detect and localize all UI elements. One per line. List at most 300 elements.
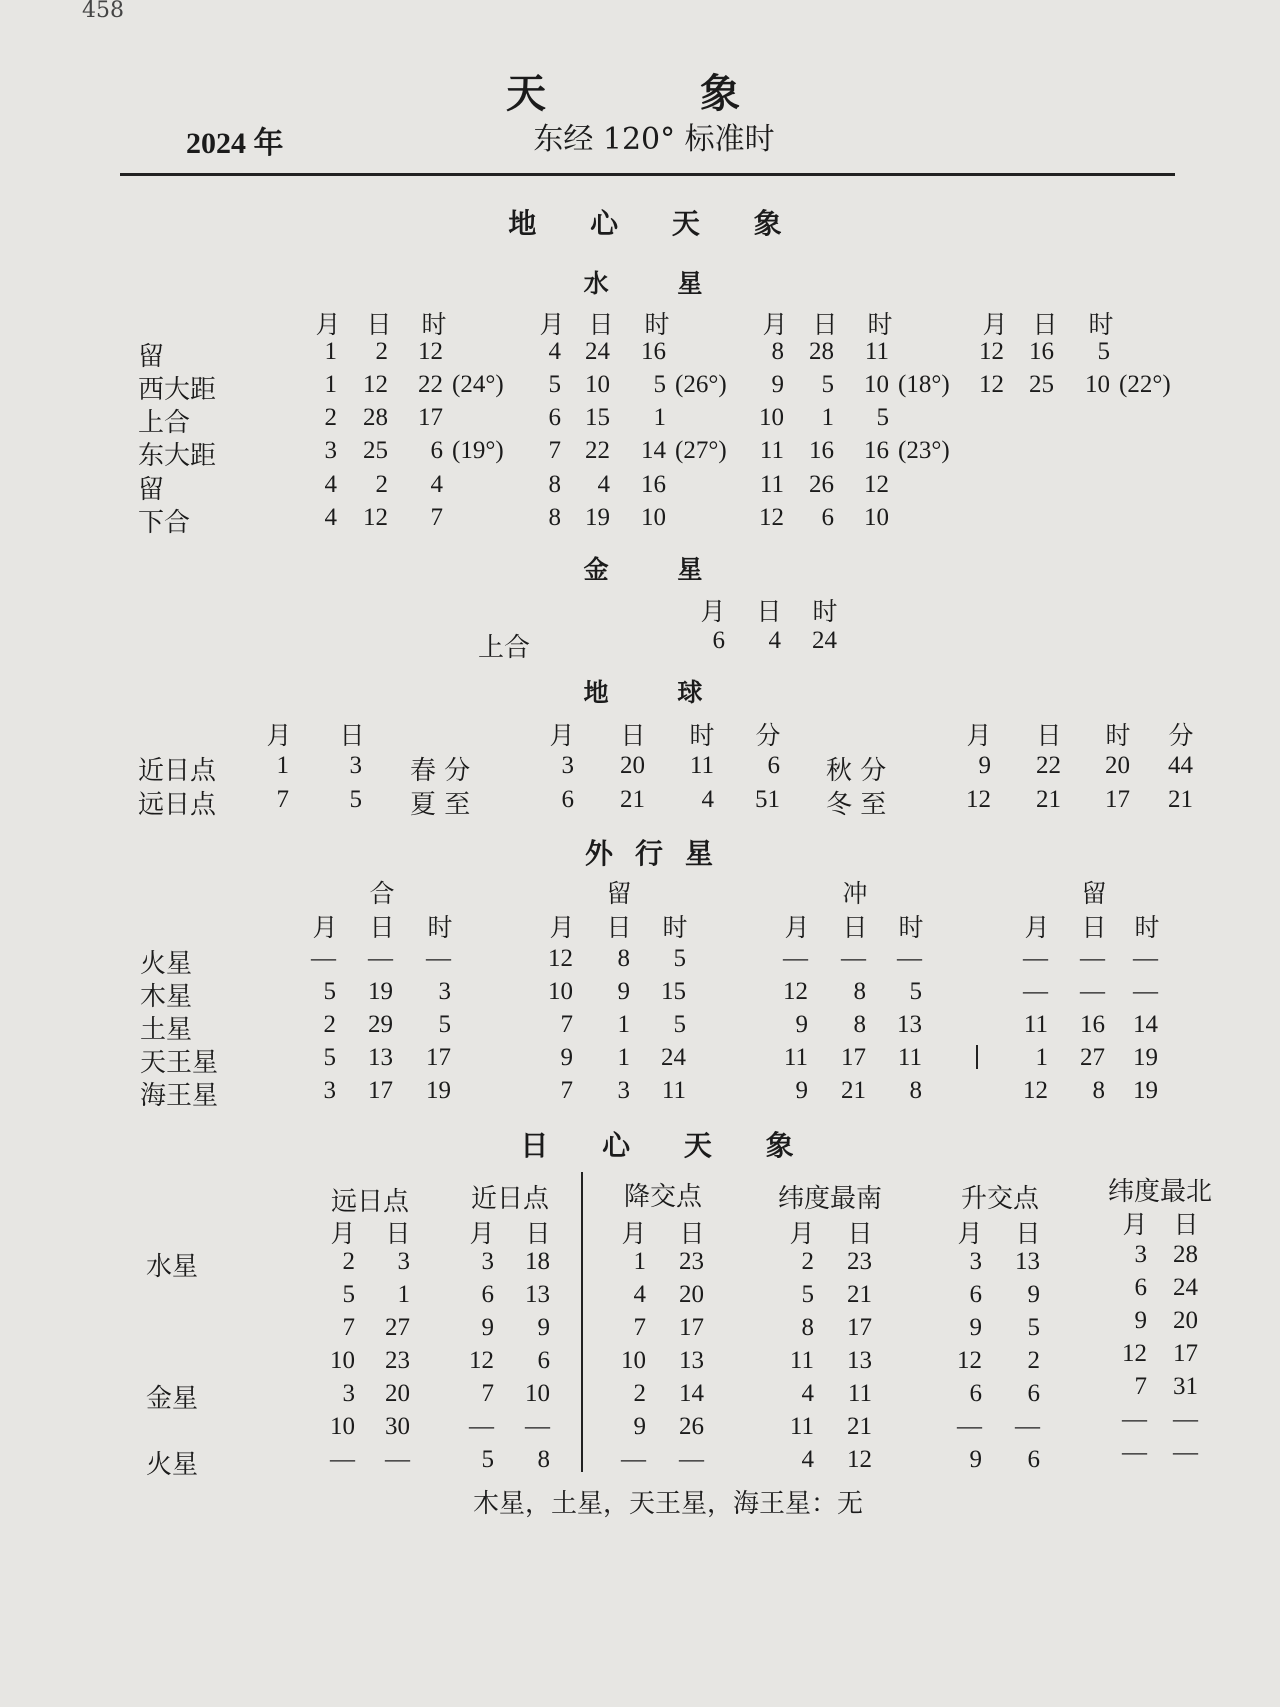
outer-value: — [1133,945,1158,972]
outer-row-label: 火星 [140,949,193,979]
helio-value: 1 [633,1248,646,1275]
earth-value: 4 [701,786,714,813]
mercury-value: 28 [363,404,388,431]
helio-value: 30 [385,1413,410,1440]
outer-value: 27 [1080,1044,1105,1071]
helio-value: 6 [481,1281,494,1308]
helio-value: 18 [525,1248,550,1275]
outer-value: 9 [795,1077,808,1104]
subsection-title-outer: 外行星 [584,837,736,870]
mercury-value: 4 [597,471,610,498]
outer-value: 8 [1092,1077,1105,1104]
outer-value: 19 [368,978,393,1005]
mercury-value: 2 [375,471,388,498]
earth-value: 20 [1105,752,1130,779]
mercury-value: 28 [809,338,834,365]
helio-col-title: 近日点 [470,1184,550,1214]
page-number: 458 [82,0,124,23]
helio-value: 17 [679,1314,704,1341]
helio-col-header: 日 [385,1219,411,1248]
earth-value: 21 [1168,786,1193,813]
mercury-elongation: (23°) [898,437,950,464]
mercury-value: 8 [548,471,561,498]
helio-value: 7 [342,1314,355,1341]
section-heading-heliocentric: 日 心 天 象 [520,1129,816,1162]
mercury-value: 11 [759,437,784,464]
helio-value: 9 [633,1413,646,1440]
mercury-row-label: 西大距 [138,375,217,405]
mercury-row-label: 下合 [138,508,191,538]
mercury-elongation: (26°) [675,371,727,398]
earth-col-header: 时 [1105,721,1131,750]
helio-value: 21 [847,1413,872,1440]
helio-col-header: 日 [847,1219,873,1248]
mercury-value: 16 [809,437,834,464]
helio-col-header: 月 [1122,1210,1148,1239]
helio-col-title: 纬度最北 [1107,1177,1213,1207]
year-label: 2024 年 [186,127,284,160]
mercury-row-label: 东大距 [138,441,217,471]
mercury-value: 10 [864,504,889,531]
mercury-value: 3 [324,437,337,464]
mercury-col-header: 日 [1032,310,1058,339]
earth-value: 22 [1036,752,1061,779]
outer-value: 9 [560,1044,573,1071]
helio-value: 24 [1173,1274,1198,1301]
earth-col-header: 月 [266,721,292,750]
outer-value: 11 [783,1044,808,1071]
helio-value: 8 [801,1314,814,1341]
mercury-value: 16 [641,471,666,498]
helio-value: 12 [469,1347,494,1374]
outer-value: 5 [323,1044,336,1071]
mercury-value: 11 [864,338,889,365]
helio-value: 10 [621,1347,646,1374]
mercury-value: 4 [324,504,337,531]
helio-value: 9 [481,1314,494,1341]
helio-value: 3 [969,1248,982,1275]
outer-col-header: 时 [662,913,688,942]
mercury-col-header: 月 [982,310,1008,339]
mercury-row-label: 留 [138,475,165,505]
helio-value: 6 [1027,1380,1040,1407]
earth-row-label: 远日点 [138,790,217,820]
helio-value: — [679,1446,704,1473]
helio-value: 12 [1122,1340,1147,1367]
mercury-elongation: (19°) [452,437,504,464]
helio-value: 20 [385,1380,410,1407]
helio-value: 20 [1173,1307,1198,1334]
mercury-value: 16 [864,437,889,464]
mercury-value: 10 [1085,371,1110,398]
outer-value: 13 [368,1044,393,1071]
outer-value: 16 [1080,1011,1105,1038]
helio-value: 4 [801,1380,814,1407]
mercury-value: 12 [979,338,1004,365]
outer-value: 19 [1133,1044,1158,1071]
helio-col-header: 月 [621,1219,647,1248]
earth-event-label: 夏 至 [410,790,471,820]
helio-value: — [621,1446,646,1473]
outer-value: — [426,945,451,972]
helio-col-header: 月 [330,1219,356,1248]
outer-value: 29 [368,1011,393,1038]
helio-value: 2 [342,1248,355,1275]
helio-value: 11 [789,1413,814,1440]
outer-col-header: 日 [369,913,395,942]
earth-value: 3 [349,752,362,779]
outer-value: 15 [661,978,686,1005]
outer-value: 19 [1133,1077,1158,1104]
outer-row-label: 木星 [140,982,193,1012]
helio-col-header: 日 [679,1219,705,1248]
earth-value: 20 [620,752,645,779]
outer-group-title: 合 [369,879,395,908]
earth-event-label: 秋 分 [826,756,887,786]
earth-col-header: 分 [755,721,781,750]
helio-value: 23 [679,1248,704,1275]
mercury-value: 10 [641,504,666,531]
mercury-value: 2 [375,338,388,365]
helio-value: 12 [957,1347,982,1374]
helio-value: 9 [969,1446,982,1473]
mercury-value: 4 [324,471,337,498]
outer-value: 8 [909,1077,922,1104]
helio-value: 3 [481,1248,494,1275]
outer-value: — [311,945,336,972]
outer-group-title: 冲 [842,879,868,908]
mercury-value: 5 [653,371,666,398]
outer-value: 12 [783,978,808,1005]
mercury-value: 5 [876,404,889,431]
helio-value: 5 [801,1281,814,1308]
helio-row-label: 水星 [146,1252,199,1282]
earth-col-header: 月 [549,721,575,750]
outer-col-header: 时 [1134,913,1160,942]
outer-value: 3 [323,1077,336,1104]
mercury-value: 24 [585,338,610,365]
mercury-value: 5 [548,371,561,398]
mercury-col-header: 日 [812,310,838,339]
helio-value: 17 [1173,1340,1198,1367]
helio-col-header: 月 [469,1219,495,1248]
outer-row-label: 土星 [140,1015,193,1045]
outer-value: 5 [909,978,922,1005]
earth-value: 3 [561,752,574,779]
mercury-value: 9 [771,371,784,398]
mercury-value: 25 [363,437,388,464]
mercury-col-header: 月 [539,310,565,339]
mercury-value: 14 [641,437,666,464]
outer-value: — [1080,945,1105,972]
mercury-value: 6 [430,437,443,464]
header-rule [120,173,1175,176]
helio-value: 2 [1027,1347,1040,1374]
helio-value: 27 [385,1314,410,1341]
mercury-value: 4 [430,471,443,498]
outer-value: 5 [673,1011,686,1038]
earth-value: 17 [1105,786,1130,813]
outer-col-header: 月 [549,913,575,942]
outer-value: — [897,945,922,972]
outer-value: 7 [560,1011,573,1038]
mercury-value: 16 [1029,338,1054,365]
mercury-value: 7 [430,504,443,531]
mercury-value: 17 [418,404,443,431]
outer-value: 21 [841,1077,866,1104]
outer-value: 9 [617,978,630,1005]
outer-col-header: 时 [898,913,924,942]
helio-value: 9 [1134,1307,1147,1334]
mercury-value: 2 [324,404,337,431]
helio-value: 6 [969,1380,982,1407]
outer-value: — [1080,978,1105,1005]
mercury-col-header: 时 [867,310,893,339]
outer-col-header: 日 [1081,913,1107,942]
venus-col-header: 日 [756,597,782,626]
helio-value: 6 [1027,1446,1040,1473]
mercury-value: 15 [585,404,610,431]
earth-value: 7 [276,786,289,813]
helio-value: 5 [342,1281,355,1308]
venus-col-header: 时 [812,597,838,626]
helio-value: — [1122,1406,1147,1433]
outer-value: 7 [560,1077,573,1104]
outer-value: 5 [438,1011,451,1038]
outer-value: 3 [438,978,451,1005]
helio-value: 9 [1027,1281,1040,1308]
helio-value: 1 [397,1281,410,1308]
earth-col-header: 日 [1036,721,1062,750]
mercury-value: 1 [653,404,666,431]
mercury-value: 26 [809,471,834,498]
outer-value: 17 [426,1044,451,1071]
helio-value: 20 [679,1281,704,1308]
outer-group-title: 留 [1081,879,1107,908]
helio-value: 7 [1134,1373,1147,1400]
helio-footnote: 木星，土星，天王星，海王星：无 [472,1489,864,1519]
helio-value: — [1122,1439,1147,1466]
earth-value: 11 [689,752,714,779]
helio-value: 6 [537,1347,550,1374]
helio-value: 28 [1173,1241,1198,1268]
helio-value: 13 [1015,1248,1040,1275]
mercury-value: 12 [864,471,889,498]
outer-value: 17 [368,1077,393,1104]
outer-value: 11 [661,1077,686,1104]
outer-col-header: 月 [312,913,338,942]
mercury-value: 6 [821,504,834,531]
helio-value: 11 [847,1380,872,1407]
helio-value: 12 [847,1446,872,1473]
outer-value: 1 [617,1011,630,1038]
mercury-value: 19 [585,504,610,531]
outer-value: — [841,945,866,972]
outer-row-label: 天王星 [140,1048,219,1078]
helio-value: 3 [397,1248,410,1275]
mercury-value: 1 [324,371,337,398]
outer-value: 12 [548,945,573,972]
section-heading-geocentric: 地 心 天 象 [508,207,804,240]
outer-col-header: 月 [1024,913,1050,942]
subsection-title-mercury: 水 星 [583,269,733,298]
outer-value: 3 [617,1077,630,1104]
earth-col-header: 日 [620,721,646,750]
mercury-value: 8 [771,338,784,365]
mercury-col-header: 时 [644,310,670,339]
helio-col-header: 日 [1015,1219,1041,1248]
earth-row-label: 近日点 [138,756,217,786]
mercury-value: 1 [821,404,834,431]
earth-value: 44 [1168,752,1193,779]
helio-col-header: 日 [1173,1210,1199,1239]
earth-value: 6 [561,786,574,813]
mercury-elongation: (22°) [1119,371,1171,398]
mercury-col-header: 日 [366,310,392,339]
helio-value: 13 [525,1281,550,1308]
page-title: 天 象 [506,70,810,117]
venus-col-header: 月 [700,597,726,626]
helio-col-header: 日 [525,1219,551,1248]
mercury-value: 12 [363,504,388,531]
earth-value: 12 [966,786,991,813]
mercury-value: 12 [418,338,443,365]
helio-value: 14 [679,1380,704,1407]
earth-value: 9 [978,752,991,779]
earth-value: 21 [1036,786,1061,813]
helio-value: 3 [1134,1241,1147,1268]
mercury-value: 10 [864,371,889,398]
outer-value: 8 [853,1011,866,1038]
outer-row-label: 海王星 [140,1081,219,1111]
venus-value: 6 [712,627,725,654]
helio-value: 13 [679,1347,704,1374]
outer-col-header: 日 [842,913,868,942]
helio-value: 8 [537,1446,550,1473]
helio-row-label: 金星 [146,1384,199,1414]
earth-value: 1 [276,752,289,779]
helio-value: 13 [847,1347,872,1374]
helio-value: — [957,1413,982,1440]
time-standard: 东经 120° 标准时 [533,122,775,157]
helio-value: 6 [969,1281,982,1308]
outer-value: — [368,945,393,972]
outer-col-header: 日 [606,913,632,942]
mercury-col-header: 日 [588,310,614,339]
helio-value: — [525,1413,550,1440]
helio-value: 7 [481,1380,494,1407]
outer-value: — [783,945,808,972]
mercury-col-header: 时 [421,310,447,339]
helio-value: 23 [847,1248,872,1275]
helio-value: 10 [330,1413,355,1440]
outer-value: 5 [323,978,336,1005]
mercury-value: 1 [324,338,337,365]
earth-col-header: 月 [966,721,992,750]
mercury-value: 22 [418,371,443,398]
helio-value: 7 [633,1314,646,1341]
mercury-value: 22 [585,437,610,464]
mercury-col-header: 时 [1088,310,1114,339]
mercury-value: 10 [585,371,610,398]
helio-value: 9 [969,1314,982,1341]
helio-value: 2 [801,1248,814,1275]
mercury-value: 5 [1097,338,1110,365]
outer-value: 17 [841,1044,866,1071]
outer-value: 8 [853,978,866,1005]
earth-event-label: 冬 至 [826,790,887,820]
venus-value: 24 [812,627,837,654]
outer-value: 2 [323,1011,336,1038]
mercury-value: 12 [979,371,1004,398]
earth-event-label: 春 分 [410,756,471,786]
helio-value: 9 [537,1314,550,1341]
column-rule [976,1045,978,1069]
outer-value: 8 [617,945,630,972]
helio-value: 6 [1134,1274,1147,1301]
earth-value: 21 [620,786,645,813]
mercury-value: 10 [759,404,784,431]
helio-value: 23 [385,1347,410,1374]
helio-col-title: 纬度最南 [777,1184,883,1214]
subsection-title-earth: 地 球 [583,678,733,707]
helio-value: — [1173,1439,1198,1466]
helio-value: 4 [801,1446,814,1473]
venus-value: 4 [768,627,781,654]
helio-value: — [1173,1406,1198,1433]
outer-value: 1 [617,1044,630,1071]
helio-value: 10 [525,1380,550,1407]
helio-value: — [385,1446,410,1473]
outer-value: 11 [897,1044,922,1071]
outer-group-title: 留 [606,879,632,908]
mercury-value: 25 [1029,371,1054,398]
helio-value: 17 [847,1314,872,1341]
outer-value: 13 [897,1011,922,1038]
helio-col-title: 升交点 [960,1184,1040,1214]
outer-value: 19 [426,1077,451,1104]
outer-col-header: 月 [784,913,810,942]
outer-value: — [1133,978,1158,1005]
mercury-elongation: (24°) [452,371,504,398]
outer-value: 9 [795,1011,808,1038]
helio-value: — [1015,1413,1040,1440]
helio-value: — [330,1446,355,1473]
helio-value: — [469,1413,494,1440]
helio-col-header: 月 [789,1219,815,1248]
mercury-value: 8 [548,504,561,531]
outer-value: 12 [1023,1077,1048,1104]
earth-col-header: 分 [1168,721,1194,750]
outer-value: 14 [1133,1011,1158,1038]
mercury-value: 5 [821,371,834,398]
outer-value: — [1023,978,1048,1005]
outer-value: 24 [661,1044,686,1071]
helio-value: 4 [633,1281,646,1308]
mercury-elongation: (27°) [675,437,727,464]
mercury-row-label: 留 [138,342,165,372]
outer-value: — [1023,945,1048,972]
helio-value: 26 [679,1413,704,1440]
outer-value: 11 [1023,1011,1048,1038]
helio-value: 10 [330,1347,355,1374]
outer-value: 5 [673,945,686,972]
helio-value: 3 [342,1380,355,1407]
earth-value: 51 [755,786,780,813]
mercury-col-header: 月 [762,310,788,339]
helio-value: 21 [847,1281,872,1308]
helio-value: 2 [633,1380,646,1407]
